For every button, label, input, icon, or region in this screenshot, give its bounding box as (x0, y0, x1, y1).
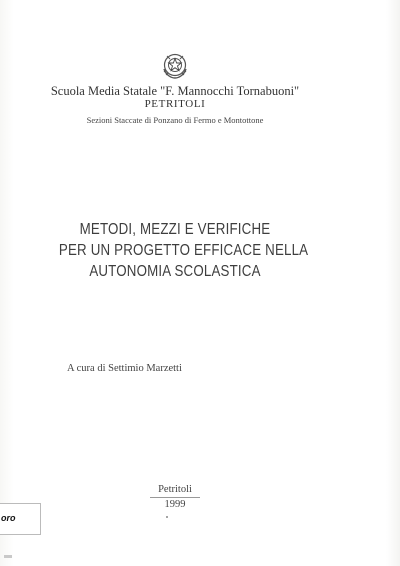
library-sticker (0, 503, 41, 535)
library-sticker-text: oro (1, 513, 16, 523)
italian-republic-emblem-icon (160, 50, 190, 80)
school-sections: Sezioni Staccate di Ponzano di Fermo e Montottone (86, 115, 264, 125)
school-name: Scuola Media Statale "F. Mannocchi Tornabuoni" (50, 84, 300, 98)
title-line-1: METODI, MEZZI E VERIFICHE (79, 221, 271, 238)
place-divider (150, 497, 200, 498)
title-line-2: PER UN PROGETTO EFFICACE NELLA (58, 242, 309, 259)
school-town: PETRITOLI (144, 98, 206, 110)
page-mark (4, 555, 12, 558)
title-line-3: AUTONOMIA SCOLASTICA (89, 263, 261, 280)
curator-credit: A cura di Settimio Marzetti (67, 363, 182, 374)
document-title (40, 219, 310, 282)
ink-dot (166, 516, 168, 518)
publication-place: Petritoli (158, 484, 192, 495)
publication-year: 1999 (164, 499, 186, 510)
